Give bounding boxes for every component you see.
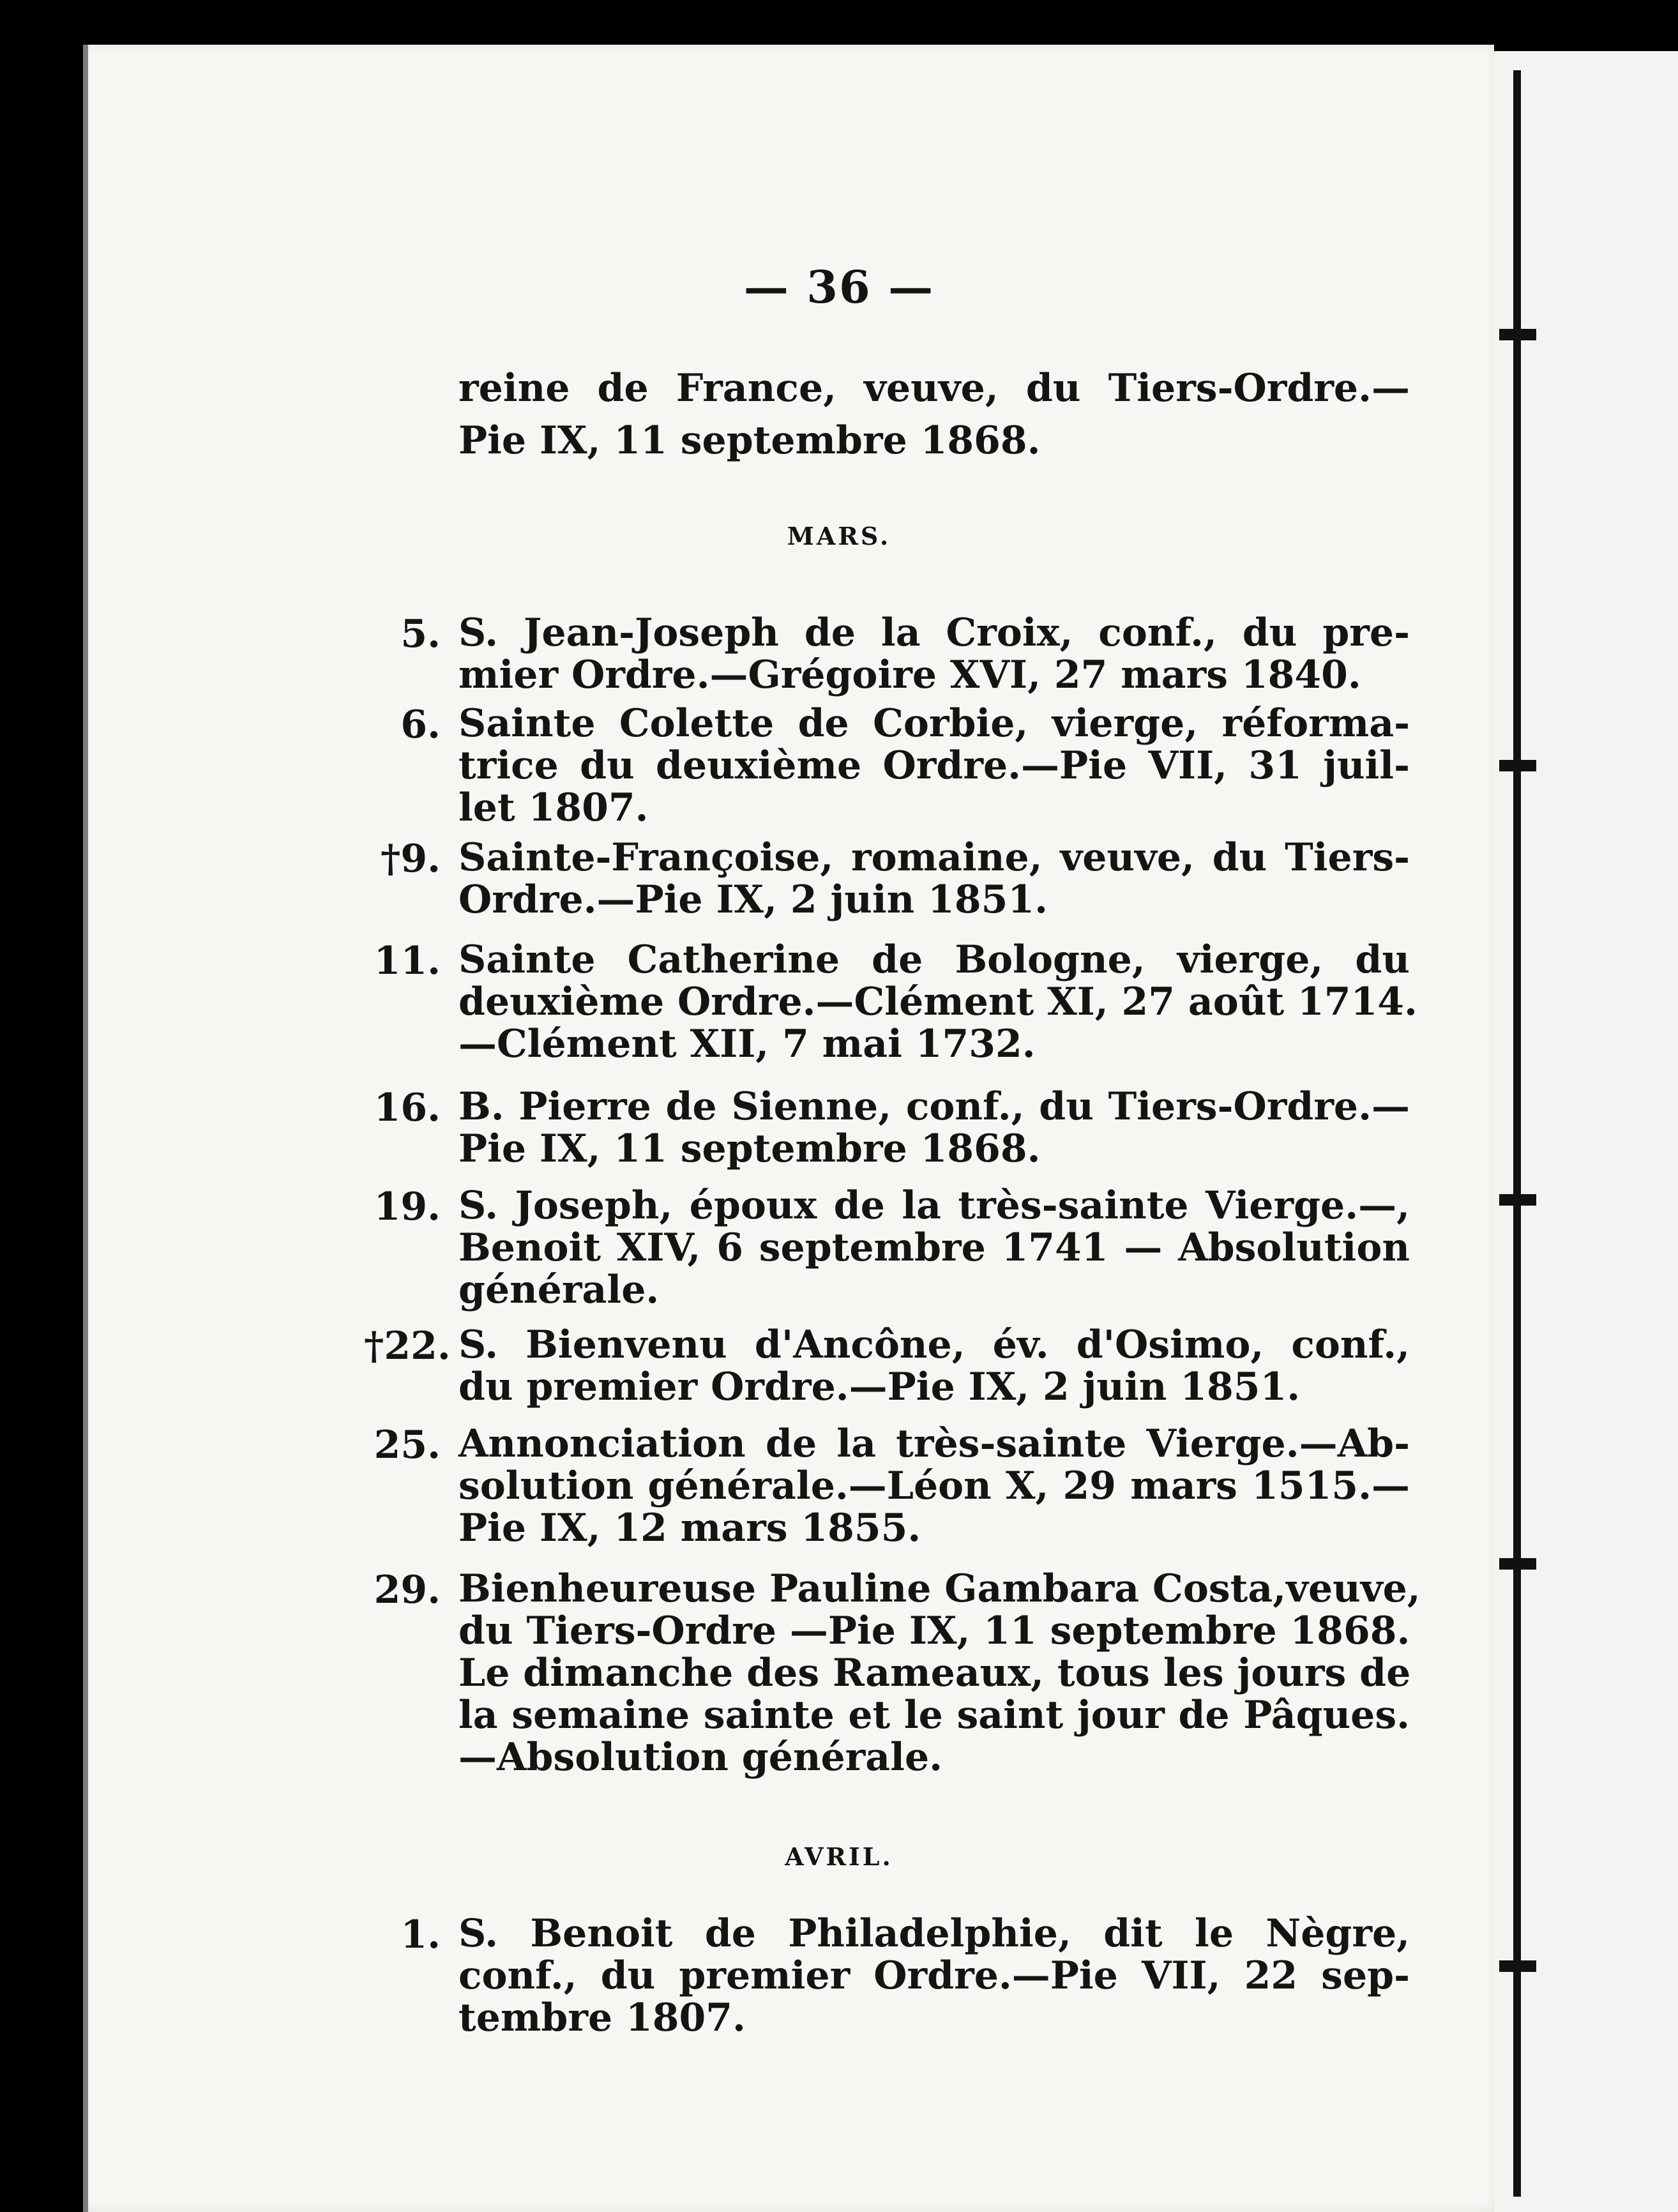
entry-line: let 1807. <box>458 785 649 830</box>
page-edge <box>83 45 88 2212</box>
entry-line: S. Benoit de Philadelphie, dit le Nègre, <box>458 1911 1410 1956</box>
page-number: — 36 — <box>743 261 935 314</box>
continuation-line: Pie IX, 11 septembre 1868. <box>458 418 1041 463</box>
entry-line: conf., du premier Ordre.—Pie VII, 22 sep- <box>458 1953 1410 1998</box>
continuation-line: reine de France, veuve, du Tiers-Ordre.— <box>458 366 1410 411</box>
entry-16 <box>458 1086 1410 1170</box>
entry-line: Sainte Colette de Corbie, vierge, réforma- <box>458 701 1410 746</box>
entry-line: Pie IX, 12 mars 1855. <box>458 1506 921 1550</box>
binding-spine <box>1513 70 1521 2197</box>
entry-line: Benoit XIV, 6 septembre 1741 — Absolution <box>458 1225 1410 1270</box>
stitch-mark <box>1499 1194 1536 1206</box>
entry-line: Pie IX, 11 septembre 1868. <box>458 1126 1041 1171</box>
entry-5 <box>458 612 1410 696</box>
entry-line: —Absolution générale. <box>458 1735 943 1780</box>
entry-line: S. Bienvenu d'Ancône, év. d'Osimo, conf., <box>458 1322 1410 1367</box>
entry-line: Le dimanche des Rameaux, tous les jours de <box>458 1651 1411 1695</box>
stitch-mark <box>1499 760 1536 771</box>
entry-avril-1 <box>458 1913 1410 2039</box>
entry-line: du premier Ordre.—Pie IX, 2 juin 1851. <box>458 1365 1301 1409</box>
entry-number: 16. <box>374 1086 441 1130</box>
entry-number: †9. <box>380 837 441 881</box>
stitch-mark <box>1499 1960 1536 1972</box>
entry-number: 19. <box>374 1185 441 1229</box>
entry-line: mier Ordre.—Grégoire XVI, 27 mars 1840. <box>458 653 1361 697</box>
entry-25 <box>458 1423 1410 1549</box>
entry-line: Annonciation de la très-sainte Vierge.—Ab- <box>458 1421 1410 1466</box>
stitch-mark <box>1499 1558 1536 1570</box>
entry-19 <box>458 1185 1410 1311</box>
entry-29 <box>458 1566 1421 1780</box>
entry-line: tembre 1807. <box>458 1996 746 2040</box>
entry-number: 6. <box>400 702 441 747</box>
entry-line: Sainte-Françoise, romaine, veuve, du Tiers- <box>458 835 1410 880</box>
section-title-avril: AVRIL. <box>785 1842 893 1871</box>
entry-line: trice du deuxième Ordre.—Pie VII, 31 juil- <box>458 743 1410 788</box>
entry-6 <box>458 702 1410 829</box>
entry-number: †22. <box>364 1324 451 1368</box>
section-title-mars: MARS. <box>787 522 891 550</box>
entry-line: solution générale.—Léon X, 29 mars 1515.— <box>458 1464 1410 1508</box>
entry-line: deuxième Ordre.—Clément XI, 27 août 1714. <box>458 980 1417 1024</box>
entry-9 <box>458 837 1410 921</box>
entry-number: 11. <box>374 939 441 983</box>
entry-line: Sainte Catherine de Bologne, vierge, du <box>458 937 1410 982</box>
entry-number: 5. <box>400 612 441 656</box>
entry-line: Ordre.—Pie IX, 2 juin 1851. <box>458 877 1048 922</box>
entry-number: 25. <box>374 1423 441 1467</box>
entry-line: générale. <box>458 1268 660 1312</box>
entry-11 <box>458 937 1417 1066</box>
binding-gutter <box>1494 51 1678 2212</box>
entry-22 <box>458 1324 1410 1408</box>
entry-number: 1. <box>400 1913 441 1957</box>
entry-line: S. Joseph, époux de la très-sainte Vierge.—, <box>458 1183 1410 1228</box>
entry-line: Bienheureuse Pauline Gambara Costa,veuve, <box>458 1566 1421 1611</box>
entry-line: du Tiers-Ordre —Pie IX, 11 septembre 1868. <box>458 1609 1410 1653</box>
entry-line: —Clément XII, 7 mai 1732. <box>458 1022 1036 1066</box>
entry-number: 29. <box>374 1568 441 1612</box>
entry-line: la semaine sainte et le saint jour de Pâques. <box>458 1693 1410 1738</box>
entry-line: B. Pierre de Sienne, conf., du Tiers-Ordre.— <box>458 1084 1410 1129</box>
entry-line: S. Jean-Joseph de la Croix, conf., du pre- <box>458 610 1410 655</box>
stitch-mark <box>1499 329 1536 340</box>
